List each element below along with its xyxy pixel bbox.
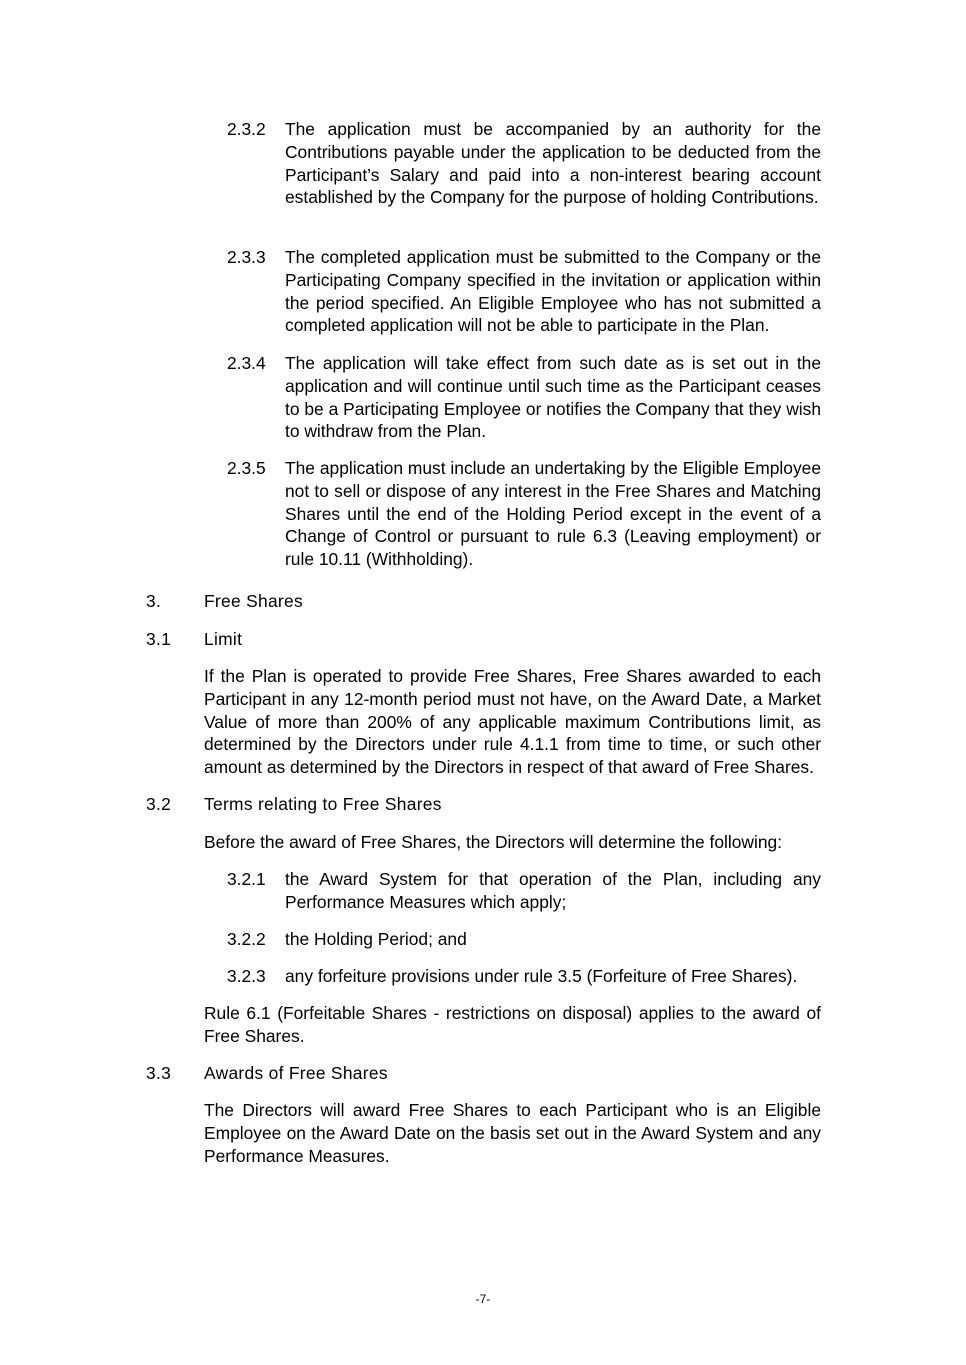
- section-3-2-intro: Before the award of Free Shares, the Directors will determine the following:: [204, 832, 783, 852]
- section-number: 3.2: [146, 794, 172, 814]
- clause-3-2-3: [227, 965, 821, 988]
- section-title: Limit: [204, 629, 243, 649]
- clause-text: the Award System for that operation of the Plan, including any Performance Measures which apply;: [285, 869, 821, 912]
- section-number: 3.1: [146, 629, 172, 649]
- clause-2-3-3: [227, 246, 821, 337]
- section-title: Awards of Free Shares: [204, 1063, 388, 1083]
- section-heading-3: [146, 590, 821, 613]
- clause-number: 2.3.3: [227, 247, 266, 267]
- clause-2-3-2: [227, 118, 821, 209]
- clause-text: the Holding Period; and: [285, 929, 467, 949]
- clause-number: 3.2.3: [227, 966, 266, 986]
- section-number: 3.3: [146, 1063, 172, 1083]
- clause-2-3-5: [227, 457, 821, 571]
- section-3-3-body: The Directors will award Free Shares to each Participant who is an Eligible Employee on the Award Date on the basis set out in the Award System and any Performance Measures.: [204, 1100, 821, 1166]
- clause-3-2-1: [227, 868, 821, 914]
- clause-text: The application must include an undertaking by the Eligible Employee not to sell or dispose of any interest in the Free Shares and Matching Shares until the end of the Holding Period except in the event of a Change of Control or pursuant to rule 6.3 (Leaving employment) or rule 10.11 (Withholding).: [285, 458, 821, 570]
- clause-number: 3.2.1: [227, 869, 266, 889]
- section-number: 3.: [146, 591, 162, 611]
- clause-number: 3.2.2: [227, 929, 266, 949]
- section-3-2-outro: Rule 6.1 (Forfeitable Shares - restrictions on disposal) applies to the award of Free Shares.: [204, 1003, 821, 1046]
- clause-2-3-4: [227, 352, 821, 443]
- section-heading-3-2: [146, 793, 821, 816]
- section-heading-3-1: [146, 628, 821, 651]
- clause-number: 2.3.4: [227, 353, 266, 373]
- section-title: Terms relating to Free Shares: [204, 794, 442, 814]
- clause-3-2-2: [227, 928, 821, 951]
- section-title: Free Shares: [204, 591, 303, 611]
- section-heading-3-3: [146, 1062, 821, 1085]
- clause-number: 2.3.5: [227, 458, 266, 478]
- clause-text: The application must be accompanied by an authority for the Contributions payable under the application to be deducted from the Participant’s Salary and paid into a non-interest bearing account established by the Company for the purpose of holding Contributions.: [285, 119, 821, 208]
- clause-text: The application will take effect from such date as is set out in the application and will continue until such time as the Participant ceases to be a Participating Employee or notifies the Company that they wish to withdraw from the Plan.: [285, 353, 821, 442]
- clause-text: any forfeiture provisions under rule 3.5 (Forfeiture of Free Shares).: [285, 966, 798, 986]
- page-number: -7-: [475, 1292, 491, 1306]
- section-3-1-body: If the Plan is operated to provide Free Shares, Free Shares awarded to each Participant in any 12-month period must not have, on the Award Date, a Market Value of more than 200% of any applicable maximum Contributions limit, as determined by the Directors under rule 4.1.1 from time to time, or such other amount as determined by the Directors in respect of that award of Free Shares.: [204, 666, 821, 778]
- clause-number: 2.3.2: [227, 119, 266, 139]
- clause-text: The completed application must be submitted to the Company or the Participating Company specified in the invitation or application within the period specified. An Eligible Employee who has not submitted a completed application will not be able to participate in the Plan.: [285, 247, 821, 336]
